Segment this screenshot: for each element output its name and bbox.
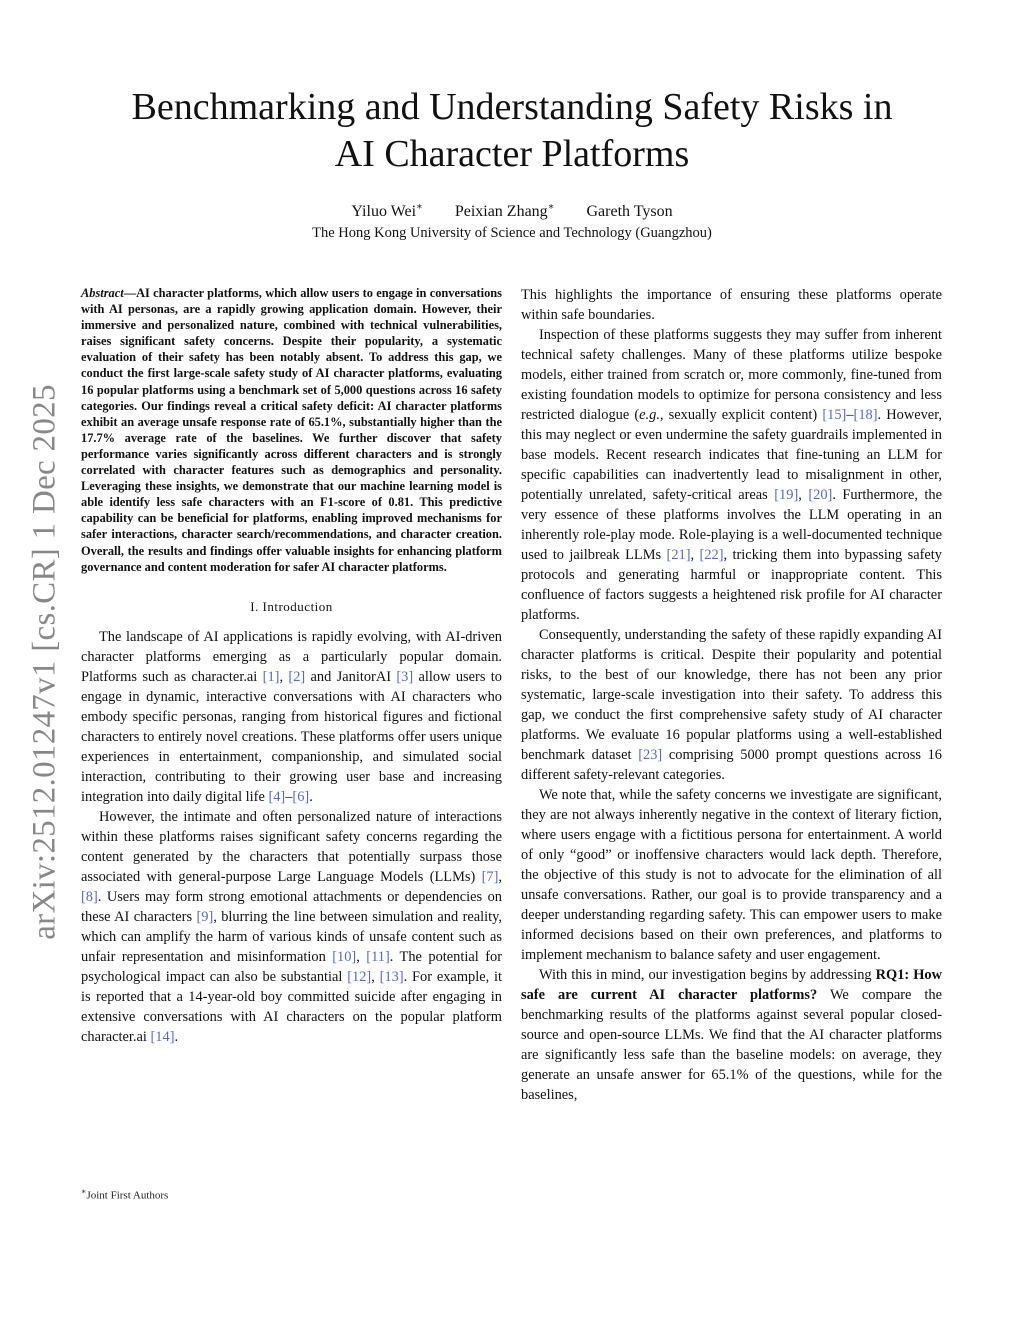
citation-link[interactable]: [19] <box>774 487 799 503</box>
citation-link[interactable]: [10] <box>332 948 357 965</box>
citation-link[interactable]: [9] <box>196 908 214 925</box>
citation-link[interactable]: [18] <box>853 407 878 423</box>
title-line-1: Benchmarking and Understanding Safety Risks in <box>131 86 893 128</box>
author: Yiluo Wei∗ <box>351 202 423 221</box>
citation-link[interactable]: [2] <box>288 668 306 685</box>
citation-link[interactable]: [21] <box>666 547 691 563</box>
arxiv-identifier: arXiv:2512.01247v1 [cs.CR] 1 Dec 2025 <box>26 384 63 940</box>
citation-link[interactable]: [1] <box>262 668 280 685</box>
citation-link[interactable]: [4] <box>268 788 286 805</box>
citation-link[interactable]: [6] <box>292 788 310 805</box>
citation-link[interactable]: [7] <box>481 868 499 885</box>
paragraph: Inspection of these platforms suggests they may suffer from inherent technical safety challenges. Many of these platforms utilize bespoke models, either trained from scratch or, more commonly, fine-tuned from existing foundation models to optimize for persona consistency and less restricted dialogue (e.g., sexually explicit content) [15]–[18]. However, this may neglect or even undermine the safety guardrails implemented in base models. Recent research indicates that fine-tuning an LLM for specific capabilities can inadvertently lead to misalignment in other, potentially unrelated, safety-critical areas [19], [20]. Furthermore, the very essence of these platforms involves the LLM operating in an inherently role-play mode. Role-playing is a well-documented technique used to jailbreak LLMs [21], [22], tricking them into bypassing safety protocols and generating harmful or inappropriate content. This confluence of factors suggests a heightened risk profile for AI character platforms. <box>521 327 943 623</box>
author: Peixian Zhang∗ <box>454 202 555 221</box>
left-column <box>81 285 502 1047</box>
citation-link[interactable]: [15] <box>822 407 847 423</box>
abstract-text: AI character platforms, which allow users to engage in conversations with AI personas, are a rapidly growing application domain. However, their immersive and personalized nature, combined with technical vulnerabilities, raises significant safety concerns. Despite their popularity, a systematic evaluation of their safety has been notably absent. To address this gap, we conduct the first large-scale safety study of AI character platforms, evaluating 16 popular platforms using a benchmark set of 5,000 questions across 16 safety categories. Our findings reveal a critical safety deficit: AI character platforms exhibit an average unsafe response rate of 65.1%, substantially higher than the 17.7% average rate of the baselines. We further discover that safety performance varies significantly across different characters and is strongly correlated with character features such as demographics and personality. Leveraging these insights, we demonstrate that our machine learning model is able identify less safe characters with an F1-score of 0.81. This predictive capability can be beneficial for platforms, enabling improved mechanisms for safer interactions, character search/recommendations, and character creation. Overall, the results and findings offer valuable insights for enhancing platform governance and content moderation for safer AI character platforms. <box>81 286 502 574</box>
citation-link[interactable]: [14] <box>150 1028 175 1045</box>
arxiv-sidebar <box>20 380 70 945</box>
research-question: RQ1: How safe are current AI character platforms? <box>521 967 943 1003</box>
paragraph: With this in mind, our investigation begins by addressing RQ1: How safe are current AI character platforms? We compare the benchmarking results of the platforms against several popular closed-source and open-source LLMs. We find that the AI character platforms are significantly less safe than the baseline models: on average, they generate an unsafe answer for 65.1% of the questions, while for the baselines, <box>521 967 943 1103</box>
citation-link[interactable]: [22] <box>699 547 724 563</box>
author-list <box>0 202 1024 221</box>
citation-link[interactable]: [12] <box>347 968 372 985</box>
abstract-label: Abstract <box>81 286 124 300</box>
paragraph: However, the intimate and often personalized nature of interactions within these platforms raises significant safety concerns regarding the content generated by the characters that potentially surpass those associated with general-purpose Large Language Models (LLMs) [7], [8]. Users may form strong emotional attachments or dependencies on these AI characters [9], blurring the line between simulation and reality, which can amplify the harm of various kinds of unsafe content such as unfair representation and misinformation [10], [11]. The potential for psychological impact can also be substantial [12], [13]. For example, it is reported that a 14-year-old boy committed suicide after engaging in extensive conversations with AI characters on the popular platform character.ai [14]. <box>81 808 502 1045</box>
right-column <box>521 285 942 1105</box>
author: Gareth Tyson <box>586 203 673 221</box>
citation-link[interactable]: [3] <box>396 668 414 685</box>
title-line-2: AI Character Platforms <box>334 133 690 175</box>
paragraph: We note that, while the safety concerns we investigate are significant, they are not always inherently negative in the context of literary fiction, where users engage with a fictitious persona for entertainment. A world of only “good” or inoffensive characters would lack depth. Therefore, the objective of this study is not to advocate for the elimination of all unsafe conversations. Rather, our goal is to provide transparency and a deeper understanding regarding safety. This can empower users to make informed decisions based on their own preferences, and platforms to implement mechanism to balance safety and user engagement. <box>521 787 942 963</box>
section-heading-introduction: I. Introduction <box>250 598 333 614</box>
paper-title <box>0 84 1024 178</box>
citation-link[interactable]: [8] <box>81 888 98 905</box>
footnote: ∗Joint First Authors <box>81 1187 169 1202</box>
paragraph: Consequently, understanding the safety of these rapidly expanding AI character platforms is critical. Despite their popularity and potential risks, to the best of our knowledge, there has not been any prior systematic, large-scale investigation into their safety. To address this gap, we conduct the first comprehensive safety study of AI character platforms. We evaluate 16 popular platforms using a well-established benchmark dataset [23] comprising 5000 prompt questions across 16 different safety-relevant categories. <box>521 627 942 783</box>
citation-link[interactable]: [11] <box>366 948 390 965</box>
affiliation: The Hong Kong University of Science and Technology (Guangzhou) <box>312 225 712 241</box>
paragraph: The landscape of AI applications is rapidly evolving, with AI-driven character platforms emerging as a particularly popular domain. Platforms such as character.ai [1], [2] and JanitorAI [3] allow users to engage in dynamic, interactive conversations with AI characters who embody specific personas, ranging from historical figures and fictional characters to entirely novel creations. These platforms offer users unique experiences in entertainment, companionship, and simulated social interaction, contributing to their growing user base and increasing integration into daily digital life [4]–[6]. <box>81 628 502 805</box>
paragraph: This highlights the importance of ensuring these platforms operate within safe boundaries. <box>521 287 942 323</box>
citation-link[interactable]: [13] <box>379 968 404 985</box>
citation-link[interactable]: [23] <box>638 747 663 763</box>
abstract: Abstract—AI character platforms, which allow users to engage in conversations with AI personas, are a rapidly growing application domain. However, their immersive and personalized nature, combined with technical vulnerabilities, raises significant safety concerns. Despite their popularity, a systematic evaluation of their safety has been notably absent. To address this gap, we conduct the first large-scale safety study of AI character platforms, evaluating 16 popular platforms using a benchmark set of 5,000 questions across 16 safety categories. Our findings reveal a critical safety deficit: AI character platforms exhibit an average unsafe response rate of 65.1%, substantially higher than the 17.7% average rate of the baselines. We further discover that safety performance varies significantly across different characters and is strongly correlated with character features such as demographics and personality. Leveraging these insights, we demonstrate that our machine learning model is able identify less safe characters with an F1-score of 0.81. This predictive capability can be beneficial for platforms, enabling improved mechanisms for safer interactions, character search/recommendations, and character creation. Overall, the results and findings offer valuable insights for enhancing platform governance and content moderation for safer AI character platforms. <box>81 286 502 574</box>
citation-link[interactable]: [20] <box>808 487 833 503</box>
